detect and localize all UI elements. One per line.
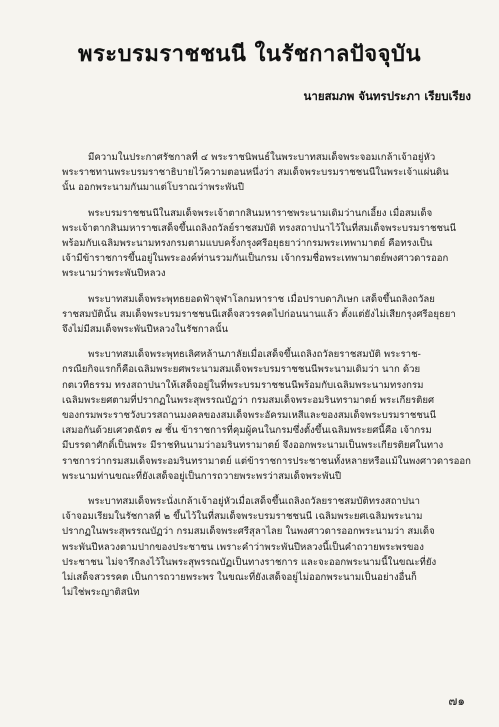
paragraph-line: พระราชทานพระบรมราชาธิบายไว้ความตอนหนึ่งว่า สมเด็จพระบรมราชชนนีในพระเจ้าแผ่นดิน	[62, 167, 449, 179]
paragraph-line: เจ้ามีข้าราชการขึ้นอยู่ในพระองค์ท่านรวมกันเป็นกรม เจ้ากรมชื่อพระเทพามาตย์พงศาวดารออก	[62, 253, 449, 265]
page-title: พระบรมราชชนนี ในรัชกาลปัจจุบัน	[77, 42, 422, 67]
paragraph-line: ประชาชน ไม่จารึกลงไว้ในพระสุพรรณบัฏเป็นทางราชการ และจะออกพระนามนี้ในขณะที่ยัง	[62, 556, 437, 568]
page-number: ๗๑	[448, 694, 465, 708]
paragraph	[62, 292, 471, 338]
paragraph-line: พระนามว่าพระพันปีหลวง	[62, 268, 166, 280]
paragraph-line: ราชการว่ากรมสมเด็จพระอมรินทรามาตย์ แต่ข้าราชการประชาชนทั้งหลายหรือแม้ในพงศาวดารออก	[62, 455, 471, 467]
paragraph-line: พร้อมกับเฉลิมพระนามทรงกรมตามแบบครั้งกรุงศรีอยุธยาว่ากรมพระเทพามาตย์ คือทรงเป็น	[62, 238, 433, 250]
paragraph-line: เสมอกันด้วยเศวตฉัตร ๗ ชั้น ข้าราชการที่คุมผู้คนในกรมซึ่งตั้งขึ้นเฉลิมพระยศนี้คือ เจ้ากรม	[62, 425, 432, 437]
paragraph-line: พระบาทสมเด็จพระพุทธเลิศหล้านภาลัยเมื่อเสด็จขึ้นเถลิงถวัลยราชสมบัติ พระราช-	[88, 349, 421, 361]
paragraph-line: ไม่เสด็จสวรรคต เป็นการถวายพระพร ในขณะที่ยังเสด็จอยู่ไม่ออกพระนามเป็นอย่างอื่นก็	[62, 572, 417, 584]
paragraph-line: พระนามท่านขณะที่ยังเสด็จอยู่เป็นการถวายพระพรว่าสมเด็จพระพันปี	[62, 470, 342, 482]
paragraph-line: ปรากฏในพระสุพรรณบัฏว่า กรมสมเด็จพระศรีสุลาไลย ในพงศาวดารออกพระนามว่า สมเด็จ	[62, 526, 435, 538]
article-body	[62, 150, 471, 610]
paragraph	[62, 206, 471, 282]
paragraph-line: พระบาทสมเด็จพระนั่งเกล้าเจ้าอยู่หัวเมื่อเสด็จขึ้นเถลิงถวัลยราชสมบัติทรงสถาปนา	[88, 496, 420, 508]
paragraph-line: กรณียกิจแรกก็คือเฉลิมพระยศพระนามสมเด็จพระบรมราชชนนีพระนามเดิมว่า นาก ด้วย	[62, 364, 421, 376]
paragraph-line: เฉลิมพระยศตามที่ปรากฏในพระสุพรรณบัฏว่า กรมสมเด็จพระอมรินทรามาตย์ พระเกียรติยศ	[62, 394, 435, 406]
paragraph-line: ของกรมพระราชวังบวรสถานมงคลของสมเด็จพระอัครมเหสีและของสมเด็จพระบรมราชชนนี	[62, 410, 437, 422]
paragraph	[62, 494, 471, 600]
paragraph-line: จึงไม่มีสมเด็จพระพันปีหลวงในรัชกาลนั้น	[62, 324, 229, 336]
paragraph-line: พระพันปีหลวงตามปากของประชาชน เพราะคำว่าพระพันปีหลวงนี้เป็นคำถวายพระพรของ	[62, 541, 424, 553]
paragraph-line: เจ้าจอมเรียมในรัชกาลที่ ๒ ขึ้นไว้ในที่สมเด็จพระบรมราชชนนี เฉลิมพระยศเฉลิมพระนาม	[62, 511, 423, 523]
paragraph-line: พระบรมราชชนนีในสมเด็จพระเจ้าตากสินมหาราชพระนามเดิมว่านกเอี้ยง เมื่อสมเด็จ	[88, 207, 433, 219]
author-byline: นายสมภพ จันทรประภา เรียบเรียง	[303, 89, 471, 103]
paragraph-line: พระเจ้าตากสินมหาราชเสด็จขึ้นเถลิงถวัลย์ราชสมบัติ ทรงสถาปนาไว้ในที่สมเด็จพระบรมราชชนนี	[62, 222, 457, 234]
paragraph-line: นั้น ออกพระนามกันมาแต่โบราณว่าพระพันปี	[62, 182, 244, 194]
paragraph-line: ราชสมบัตินั้น สมเด็จพระบรมราชชนนีเสด็จสวรรคตไปก่อนนานแล้ว ตั้งแต่ยังไม่เสียกรุงศรีอยุธยา	[62, 308, 456, 320]
paragraph-line: พระบาทสมเด็จพระพุทธยอดฟ้าจุฬาโลกมหาราช เมื่อปราบดาภิเษก เสด็จขึ้นถลิงถวัลย	[88, 293, 435, 305]
paragraph-line: มีบรรดาศักดิ์เป็นพระ มีราชทินนามว่าอมรินทรามาตย์ จึงออกพระนามเป็นพระเกียรติยศในทาง	[62, 440, 444, 452]
paragraph	[62, 150, 471, 196]
paragraph-line: ไม่ใช่พระญาติสนิท	[62, 587, 140, 599]
paragraph-line: กตเวทีธรรม ทรงสถาปนาให้เสด็จอยู่ในที่พระบรมราชชนนีพร้อมกับเฉลิมพระนามทรงกรม	[62, 379, 424, 391]
paragraph	[62, 347, 471, 484]
paragraph-line: มีความในประกาศรัชกาลที่ ๔ พระราชนิพนธ์ในพระบาทสมเด็จพระจอมเกล้าเจ้าอยู่หัว	[88, 152, 436, 163]
